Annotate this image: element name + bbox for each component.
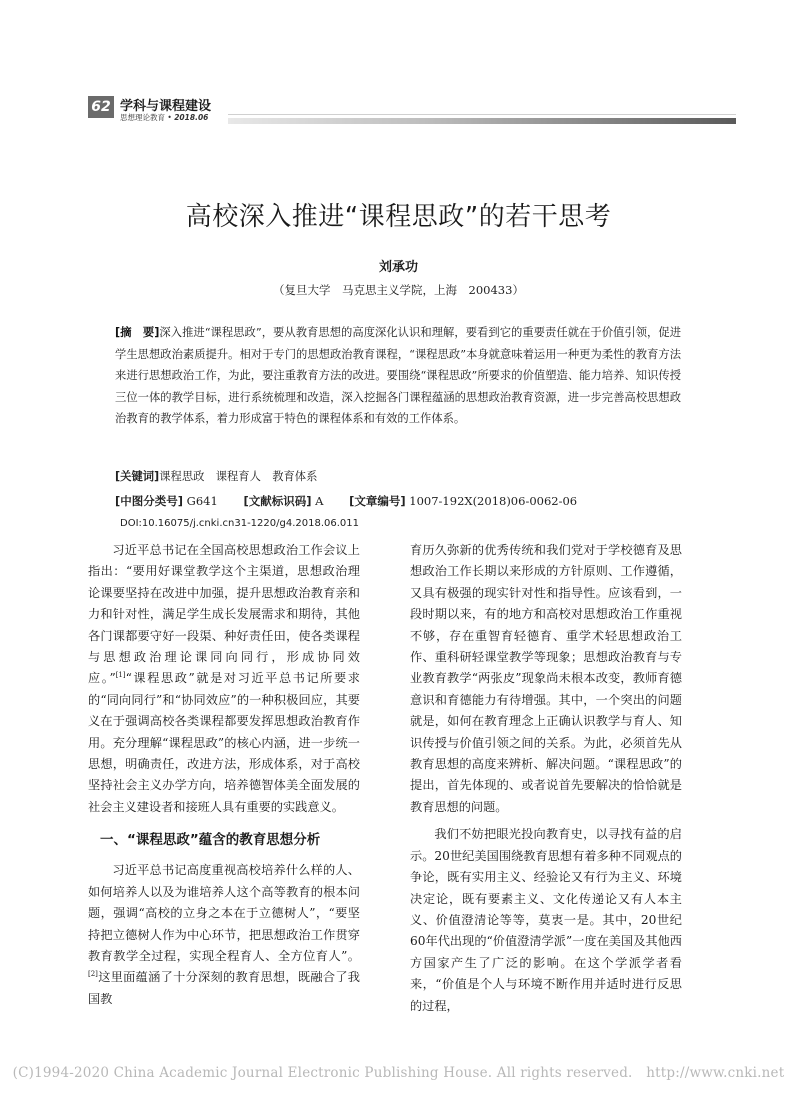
abstract-text: 深入推进“课程思政”，要从教育思想的高度深化认识和理解，要看到它的重要责任就在于价值引领，促进学生思想政治素质提升。相对于专门的思想政治教育课程，“课程思政”本身就意味着运用一种更为柔性的教育方法来进行思想政治工作，为此，要注重教育方法的改进。要围绕“课程思政”所要求的价值塑造、能力培养、知识传授三位一体的教学目标，进行系统梳理和改造，深入挖掘各门课程蕴涵的思想政治教育资源，进一步完善高校思想政治教育的教学体系，着力形成富于特色的课程体系和有效的工作体系。	[115, 326, 682, 426]
body-column-left	[88, 540, 360, 1010]
paragraph-text: “课程思政”就是对习近平总书记所要求的“同向同行”和“协同效应”的一种积极回应，其要义在于强调高校各类课程都要发挥思想政治教育作用。充分理解“课程思政”的核心内涵，进一步统一思想，明确责任，改进方法，形成体系，对于高校坚持社会主义办学方向，培养德智体美全面发展的社会主义建设者和接班人具有重要的实践意义。	[88, 671, 360, 814]
paragraph-text: 习近平总书记高度重视高校培养什么样的人、如何培养人以及为谁培养人这个高等教育的根本问题，强调“高校的立身之本在于立德树人”，“要坚持把立德树人作为中心环节，把思想政治工作贯穿教育教学全过程，实现全程育人、全方位育人”。	[88, 863, 360, 963]
body-column-right	[410, 540, 682, 1017]
article-title: 高校深入推进“课程思政”的若干思考	[185, 202, 612, 232]
journal-section: 学科与课程建设	[120, 99, 212, 114]
copyright-watermark: (C)1994-2020 China Academic Journal Electronic Publishing House. All rights reserved. http://www.cnki.net	[12, 1065, 785, 1081]
paragraph	[88, 860, 360, 1010]
doc-code-value: A	[315, 494, 324, 508]
keywords-label: [关键词]	[115, 470, 160, 483]
reference-mark: [1]	[115, 671, 126, 680]
clc-value: G641	[186, 494, 218, 508]
paragraph: 我们不妨把眼光投向教育史，以寻找有益的启示。20世纪美国围绕教育思想有着多种不同观点的争论，既有实用主义、经验论又有行为主义、环境决定论，既有要素主义、文化传递论又有人本主义、价值澄清论等等，莫衷一是。其中，20世纪60年代出现的“价值澄清学派”一度在美国及其他西方国家产生了广泛的影响。在这个学派学者看来，“价值是个人与环境不断作用并适时进行反思的过程，	[410, 827, 682, 1013]
article-number-label: [文章编号]	[349, 494, 406, 508]
journal-name: 思想理论教育	[120, 113, 165, 122]
journal-header	[88, 92, 738, 128]
article-number-value: 1007-192X(2018)06-0062-06	[409, 494, 578, 508]
doc-code-label: [文献标识码]	[243, 494, 312, 508]
paragraph: 育历久弥新的优秀传统和我们党对于学校德育及思想政治工作长期以来形成的方针原则、工作遵循，又具有极强的现实针对性和指导性。应该看到，一段时期以来，有的地方和高校对思想政治工作重视不够，存在重智育轻德育、重学术轻思想政治工作、重科研轻课堂教学等现象；思想政治教育与专业教育教学“两张皮”现象尚未根本改变，教师育德意识和育德能力有待增强。其中，一个突出的问题就是，如何在教育理念上正确认识教学与育人、知识传授与价值引领之间的关系。为此，必须首先从教育思想的高度来辨析、解决问题。“课程思政”的提出，首先体现的、或者说首先要解决的恰恰就是教育思想的问题。	[410, 543, 682, 814]
separator: •	[167, 113, 172, 122]
paragraph-text: 习近平总书记在全国高校思想政治工作会议上指出：“要用好课堂教学这个主渠道，思想政治理论课要坚持在改进中加强，提升思想政治教育亲和力和针对性，满足学生成长发展需求和期待，其他各门课都要守好一段渠、种好责任田，使各类课程与思想政治理论课同向同行，形成协同效应。”	[88, 543, 360, 686]
paragraph-text: 这里面蕴涵了十分深刻的教育思想，既融合了我国教	[88, 970, 360, 1006]
header-gradient-rule	[228, 118, 736, 124]
journal-issue: 2018.06	[174, 113, 209, 122]
clc-label: [中图分类号]	[115, 494, 184, 508]
section-heading: 一、“课程思政”蕴含的教育思想分析	[100, 832, 321, 849]
article-author: 刘承功	[378, 260, 418, 275]
doi: DOI:10.16075/j.cnki.cn31-1220/g4.2018.06.011	[120, 518, 360, 529]
abstract-label: [摘 要]	[115, 326, 160, 339]
author-affiliation: （复旦大学 马克思主义学院，上海 200433）	[273, 283, 524, 297]
keywords	[115, 468, 317, 484]
reference-mark: [2]	[88, 970, 98, 979]
classification-line	[115, 493, 577, 509]
abstract	[115, 322, 681, 430]
keywords-text: 课程思政 课程育人 教育体系	[159, 470, 318, 483]
header-thin-rule	[228, 114, 736, 115]
page-number: 62	[88, 96, 114, 118]
journal-issue-line	[120, 112, 208, 123]
paragraph	[88, 540, 360, 818]
